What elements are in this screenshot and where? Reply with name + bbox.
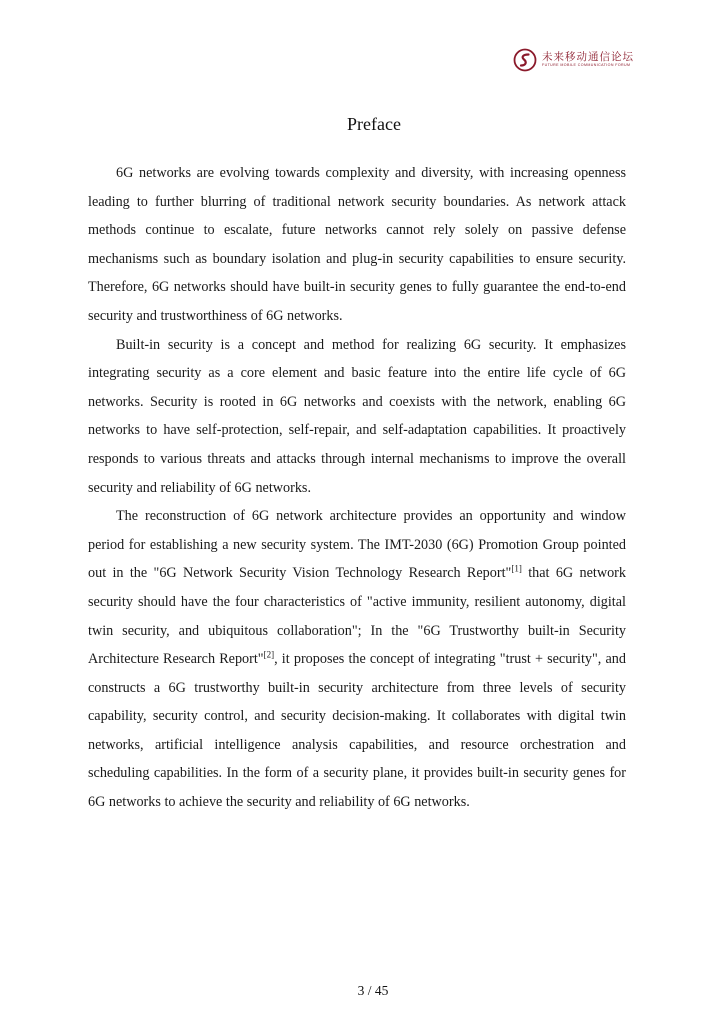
logo-text: [542, 52, 634, 68]
paragraph-3-text-3: , it proposes the concept of integrating "trust + security", and constructs a 6G trustworthy built-in security architecture from three levels of security capability, security control, and security decision-making. It collaborates with digital twin networks, artificial intelligence analysis capabilities, and resource orchestration and scheduling capabilities. In the form of a security plane, it provides built-in security genes for 6G networks to achieve the security and reliability of 6G networks.: [88, 651, 626, 811]
paragraph-3: [88, 502, 626, 817]
paragraph-3-text-1: The reconstruction of 6G network architecture provides an opportunity and window period for establishing a new security system. The IMT-2030 (6G) Promotion Group pointed out in the "6G Network Security Vision Technology Research Report": [88, 508, 626, 582]
page-title: Preface: [347, 114, 401, 134]
forum-logo: [513, 48, 634, 72]
paragraph-3-text-2: that 6G network security should have the four characteristics of "active immunity, resilient autonomy, digital twin security, and ubiquitous collaboration"; In the "6G Trustworthy built-in Security Architecture Research Report": [88, 565, 626, 668]
logo-english-name: FUTURE MOBILE COMMUNICATION FORUM: [542, 63, 631, 68]
logo-chinese-name: 未来移动通信论坛: [542, 50, 634, 63]
paragraph-1: 6G networks are evolving towards complexity and diversity, with increasing openness leading to further blurring of traditional network security boundaries. As network attack methods continue to escalate, future networks cannot rely solely on passive defense mechanisms such as boundary isolation and plug-in security capabilities to ensure security. Therefore, 6G networks should have built-in security genes to fully guarantee the end-to-end security and trustworthiness of 6G networks.: [88, 165, 626, 324]
page-number: 3 / 45: [357, 983, 389, 998]
reference-2: [2]: [263, 649, 275, 660]
forum-logo-icon: [513, 48, 537, 72]
paragraph-2: Built-in security is a concept and method for realizing 6G security. It emphasizes integrating security as a core element and basic feature into the entire life cycle of 6G networks. Security is rooted in 6G networks and coexists with the network, enabling 6G networks to have self-protection, self-repair, and self-adaptation capabilities. It proactively responds to various threats and attacks through internal mechanisms to improve the overall security and reliability of 6G networks.: [88, 336, 626, 496]
document-body: [88, 159, 626, 817]
reference-1: [1]: [511, 563, 522, 574]
